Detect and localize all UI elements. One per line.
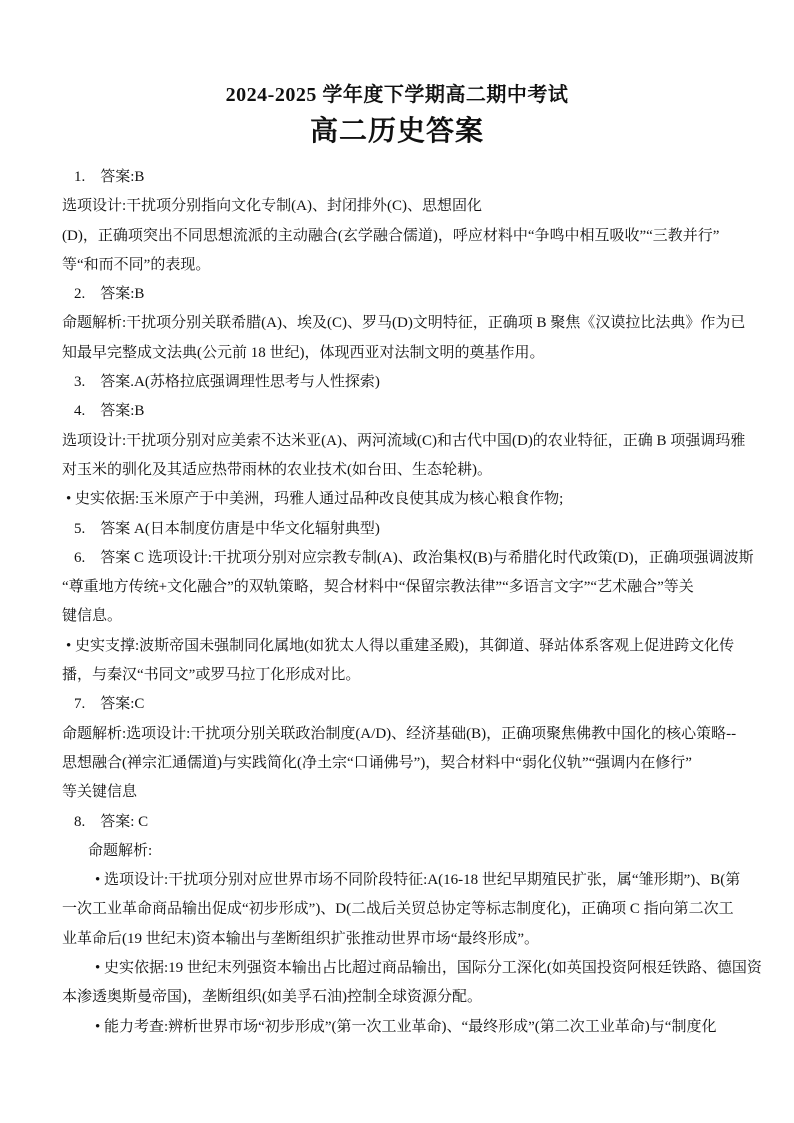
page-title: 2024-2025 学年度下学期高二期中考试 <box>225 84 569 106</box>
answer-line-q1: 1. 答案:B <box>74 169 145 185</box>
answer-line-q2: 2. 答案:B <box>74 286 145 303</box>
evidence-bullet-line: • 史实依据:玉米原产于中美洲，玛雅人通过品种改良使其成为核心粮食作物; <box>66 491 564 508</box>
analysis-line: 选项设计:干扰项分别对应美索不达米亚(A)、两河流域(C)和古代中国(D)的农业特征，正确 B 项强调玛雅 <box>62 432 746 449</box>
analysis-line: 选项设计:干扰项分别指向文化专制(A)、封闭排外(C)、思想固化 <box>62 198 482 215</box>
page-subtitle: 高二历史答案 <box>309 116 484 147</box>
analysis-heading-line: 命题解析: <box>88 842 153 859</box>
answers-content <box>62 163 762 1042</box>
evidence-bullet-line: • 史实依据:19 世纪末列强资本输出占比超过商品输出，国际分工深化(如英国投资阿根廷铁路、德国资 <box>95 960 762 977</box>
analysis-line: “尊重地方传统+文化融合”的双轨策略，契合材料中“保留宗教法律”“多语言文字”“艺术融合”等关 <box>62 579 694 596</box>
evidence-bullet-line: • 史实支撑:波斯帝国未强制同化属地(如犹太人得以重建圣殿)，其御道、驿站体系客观上促进跨文化传 <box>66 637 735 654</box>
answer-line-q5: 5. 答案 A(日本制度仿唐是中华文化辐射典型) <box>74 520 380 537</box>
analysis-line: 等“和而不同”的表现。 <box>62 256 211 273</box>
answer-line-q7: 7. 答案:C <box>74 696 145 713</box>
answer-line-q4: 4. 答案:B <box>74 403 145 420</box>
analysis-line: 对玉米的驯化及其适应热带雨林的农业技术(如台田、生态轮耕)。 <box>62 461 492 478</box>
analysis-line: 播，与秦汉“书同文”或罗马拉丁化形成对比。 <box>62 667 361 684</box>
answer-line-q8: 8. 答案: C <box>74 813 149 830</box>
analysis-line: 业革命后(19 世纪末)资本输出与垄断组织扩张推动世界市场“最终形成”。 <box>62 930 540 947</box>
analysis-line: 本渗透奥斯曼帝国)，垄断组织(如美孚石油)控制全球资源分配。 <box>62 989 482 1006</box>
analysis-line: 一次工业革命商品输出促成“初步形成”)、D(二战后关贸总协定等标志制度化)，正确项 C 指向第二次工 <box>62 901 734 918</box>
analysis-line: (D)，正确项突出不同思想流派的主动融合(玄学融合儒道)，呼应材料中“争鸣中相互吸收”“三教并行” <box>62 227 720 244</box>
answer-line-q6: 6. 答案 C 选项设计:干扰项分别对应宗教专制(A)、政治集权(B)与希腊化时代政策(D)，正确项强调波斯 <box>74 549 754 566</box>
analysis-line: 思想融合(禅宗汇通儒道)与实践简化(净土宗“口诵佛号”)，契合材料中“弱化仪轨”“强调内在修行” <box>62 754 692 771</box>
analysis-line: 知最早完整成文法典(公元前 18 世纪)，体现西亚对法制文明的奠基作用。 <box>62 344 545 361</box>
ability-bullet-line: • 能力考查:辨析世界市场“初步形成”(第一次工业革命)、“最终形成”(第二次工业革命)与“制度化 <box>95 1018 717 1035</box>
analysis-line: 命题解析:选项设计:干扰项分别关联政治制度(A/D)、经济基础(B)，正确项聚焦佛教中国化的核心策略-- <box>62 725 737 742</box>
analysis-line: 命题解析:干扰项分别关联希腊(A)、埃及(C)、罗马(D)文明特征，正确项 B 聚焦《汉谟拉比法典》作为已 <box>62 315 746 332</box>
analysis-line: 等关键信息 <box>62 784 138 801</box>
analysis-line: 键信息。 <box>62 608 123 625</box>
answer-line-q3: 3. 答案.A(苏格拉底强调理性思考与人性探索) <box>74 374 380 391</box>
design-bullet-line: • 选项设计:干扰项分别对应世界市场不同阶段特征:A(16-18 世纪早期殖民扩张，属“雏形期”)、B(第 <box>95 872 741 889</box>
